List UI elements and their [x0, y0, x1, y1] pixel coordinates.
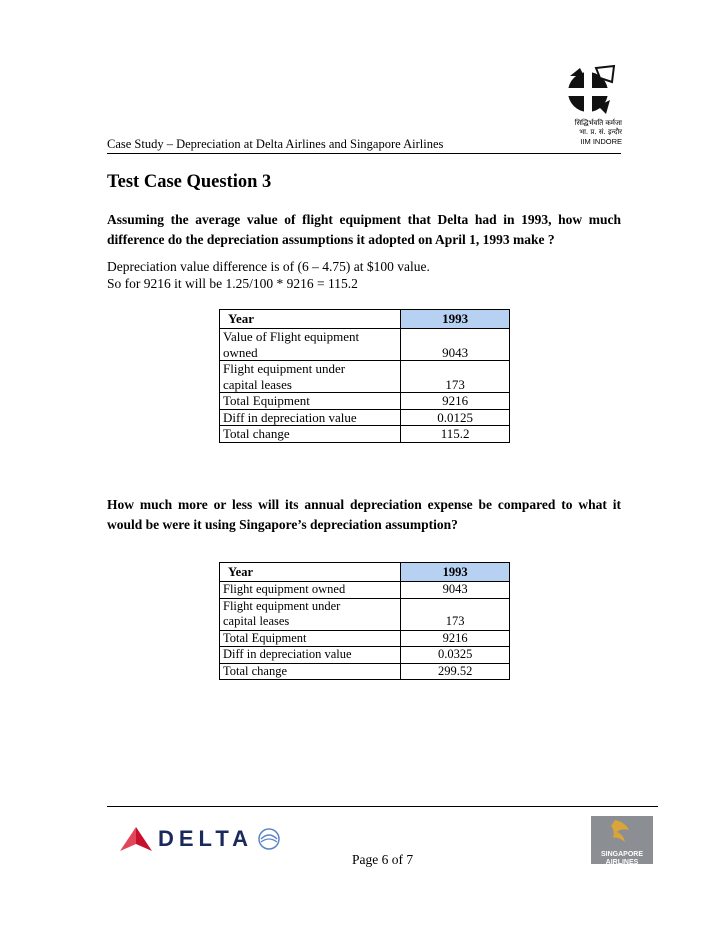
iim-hindi-name: भा. प्र. सं. इन्दौर: [579, 128, 622, 136]
table-row: [220, 329, 510, 361]
row-value-cell: 9043: [401, 582, 510, 599]
table-row: [220, 630, 510, 647]
section-heading: Test Case Question 3: [107, 172, 272, 192]
delta-wordmark: DELTA: [158, 826, 254, 851]
year-label-cell: Year: [220, 310, 401, 329]
page-number: Page 6 of 7: [352, 852, 414, 867]
table-header-row: [220, 310, 510, 329]
answer-1-line-2: So for 9216 it will be 1.25/100 * 9216 = 115.2: [107, 276, 358, 291]
singapore-wordmark-line-2: AIRLINES: [605, 859, 639, 866]
table-row: [220, 393, 510, 410]
year-value-cell: 1993: [401, 563, 510, 582]
row-value-cell: 0.0325: [401, 647, 510, 664]
row-value-cell: 173: [401, 598, 510, 630]
depreciation-table-1: [219, 309, 510, 443]
table-row: [220, 582, 510, 599]
row-value-cell: 299.52: [401, 663, 510, 680]
row-label-cell: Diff in depreciation value: [220, 647, 401, 664]
row-label-cell: [220, 329, 401, 361]
year-value-cell: 1993: [401, 310, 510, 329]
depreciation-table-2: [219, 562, 510, 680]
row-label-line: Value of Flight equipment: [223, 329, 360, 344]
delta-widget-icon: [120, 827, 152, 851]
table-header-row: [220, 563, 510, 582]
iim-hindi-motto: सिद्धिर्भवति कर्मजा: [574, 119, 622, 127]
row-label-cell: [220, 361, 401, 393]
row-label-line: capital leases: [223, 376, 292, 392]
row-label-cell: Total change: [220, 663, 401, 680]
row-value-cell: 9043: [401, 329, 510, 361]
row-label-line: capital leases: [223, 614, 290, 628]
singapore-bird-icon: [591, 816, 653, 846]
year-label-cell: Year: [220, 563, 401, 582]
iim-emblem-icon: [560, 62, 622, 122]
header-divider: [107, 153, 621, 154]
table-row: [220, 663, 510, 680]
row-value-cell: 9216: [401, 393, 510, 410]
question-2: How much more or less will its annual depreciation expense be compared to what it would be were it using Singapore’s depreciation assumption?: [107, 497, 621, 532]
row-label-line: Flight equipment under: [223, 598, 341, 613]
table-row: [220, 647, 510, 664]
row-value-cell: 0.0125: [401, 409, 510, 426]
table-row: [220, 598, 510, 630]
document-header-title: Case Study – Depreciation at Delta Airlines and Singapore Airlines: [107, 137, 444, 151]
row-label-cell: Total Equipment: [220, 393, 401, 410]
table-row: [220, 426, 510, 443]
row-value-cell: 115.2: [401, 426, 510, 443]
answer-1-line-1: Depreciation value difference is of (6 – 4.75) at $100 value.: [107, 259, 430, 274]
delta-logo: [120, 826, 281, 852]
table-row: [220, 409, 510, 426]
row-label-cell: Total change: [220, 426, 401, 443]
row-label-line: Flight equipment under: [223, 361, 346, 376]
row-label-cell: [220, 598, 401, 630]
footer-divider: [107, 806, 658, 807]
row-value-cell: 173: [401, 361, 510, 393]
singapore-airlines-logo: [591, 816, 653, 864]
skyteam-globe-icon: [257, 827, 281, 851]
iim-english-name: IIM INDORE: [580, 137, 622, 146]
row-label-line: owned: [223, 344, 258, 360]
row-label-cell: Diff in depreciation value: [220, 409, 401, 426]
row-label-cell: Flight equipment owned: [220, 582, 401, 599]
row-value-cell: 9216: [401, 630, 510, 647]
singapore-wordmark-line-1: SINGAPORE: [600, 851, 643, 858]
table-row: [220, 361, 510, 393]
row-label-cell: Total Equipment: [220, 630, 401, 647]
question-1: Assuming the average value of flight equipment that Delta had in 1993, how much difference do the depreciation assumptions it adopted on April 1, 1993 make ?: [107, 212, 621, 247]
iim-indore-logo: [560, 62, 622, 154]
